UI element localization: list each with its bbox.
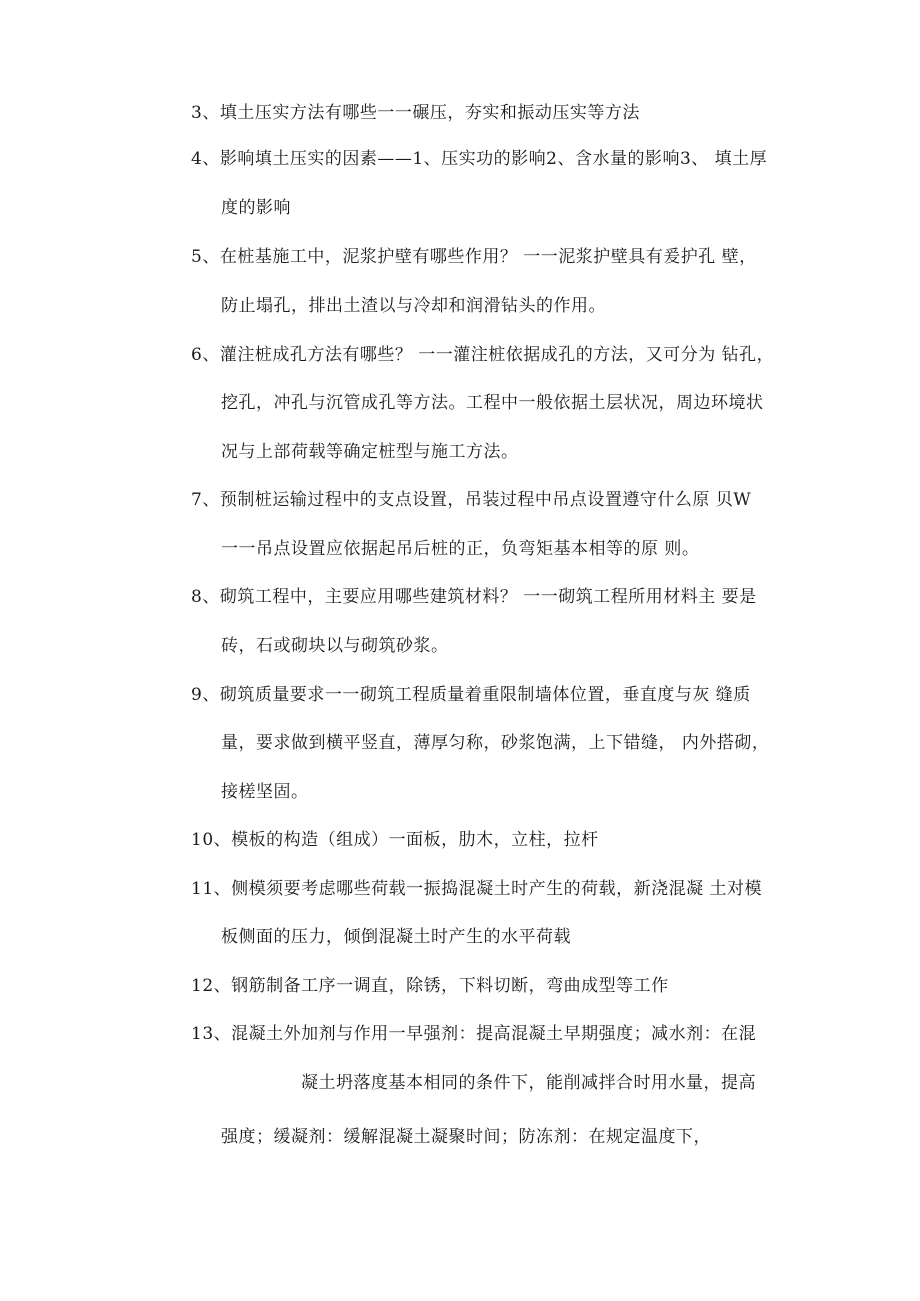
line-item-6-cont-2: 况与上部荷载等确定桩型与施工方法。 bbox=[221, 442, 519, 462]
line-item-13-cont-1: 凝土坍落度基本相同的条件下，能削减拌合时用水量，提高 bbox=[301, 1073, 756, 1093]
line-item-5-cont: 防止塌孔，排出土渣以与冷却和润滑钻头的作用。 bbox=[221, 296, 606, 316]
line-item-8: 8、砌筑工程中，主要应用哪些建筑材料？ 一一砌筑工程所用材料主 要是 bbox=[191, 587, 757, 607]
line-item-3: 3、填土压实方法有哪些一一碾压，夯实和振动压实等方法 bbox=[191, 103, 640, 123]
line-item-10: 10、模板的构造（组成）一面板，肋木，立柱，拉杆 bbox=[191, 830, 599, 850]
line-item-8-cont: 砖，石或砌块以与砌筑砂浆。 bbox=[221, 636, 449, 656]
line-item-7-cont: 一一吊点设置应依据起吊后桩的正，负弯矩基本相等的原 则。 bbox=[221, 539, 700, 559]
line-item-12: 12、钢筋制备工序一调直，除锈，下料切断，弯曲成型等工作 bbox=[191, 976, 669, 996]
line-item-4-cont: 度的影响 bbox=[221, 198, 291, 218]
line-item-4: 4、影响填土压实的因素——1、压实功的影响2、含水量的影响3、 填土厚 bbox=[191, 149, 768, 169]
line-item-5: 5、在桩基施工中，泥浆护壁有哪些作用？ 一一泥浆护壁具有爰护孔 壁， bbox=[191, 247, 757, 267]
line-item-6-cont-1: 挖孔，冲孔与沉管成孔等方法。工程中一般依据土层状况，周边环境状 bbox=[221, 393, 764, 413]
line-item-11-cont: 板侧面的压力，倾倒混凝土时产生的水平荷载 bbox=[221, 927, 571, 947]
line-item-13: 13、混凝土外加剂与作用一早强剂：提高混凝土早期强度；减水剂：在混 bbox=[191, 1024, 757, 1044]
line-item-9-cont-1: 量，要求做到横平竖直，薄厚匀称，砂浆饱满，上下错缝， 内外搭砌， bbox=[221, 733, 770, 753]
line-item-13-cont-2: 强度；缓凝剂：缓解混凝土凝聚时间；防冻剂：在规定温度下， bbox=[221, 1127, 711, 1147]
line-item-9-cont-2: 接槎坚固。 bbox=[221, 782, 309, 802]
line-item-11: 11、侧模须要考虑哪些荷载一振捣混凝土时产生的荷载，新浇混凝 土对模 bbox=[191, 879, 763, 899]
line-item-7: 7、预制桩运输过程中的支点设置，吊装过程中吊点设置遵守什么原 贝W bbox=[191, 490, 752, 510]
line-item-6: 6、灌注桩成孔方法有哪些？ 一一灌注桩依据成孔的方法，又可分为 钻孔， bbox=[191, 345, 775, 365]
line-item-9: 9、砌筑质量要求一一砌筑工程质量着重限制墙体位置，垂直度与灰 缝质 bbox=[191, 685, 751, 705]
